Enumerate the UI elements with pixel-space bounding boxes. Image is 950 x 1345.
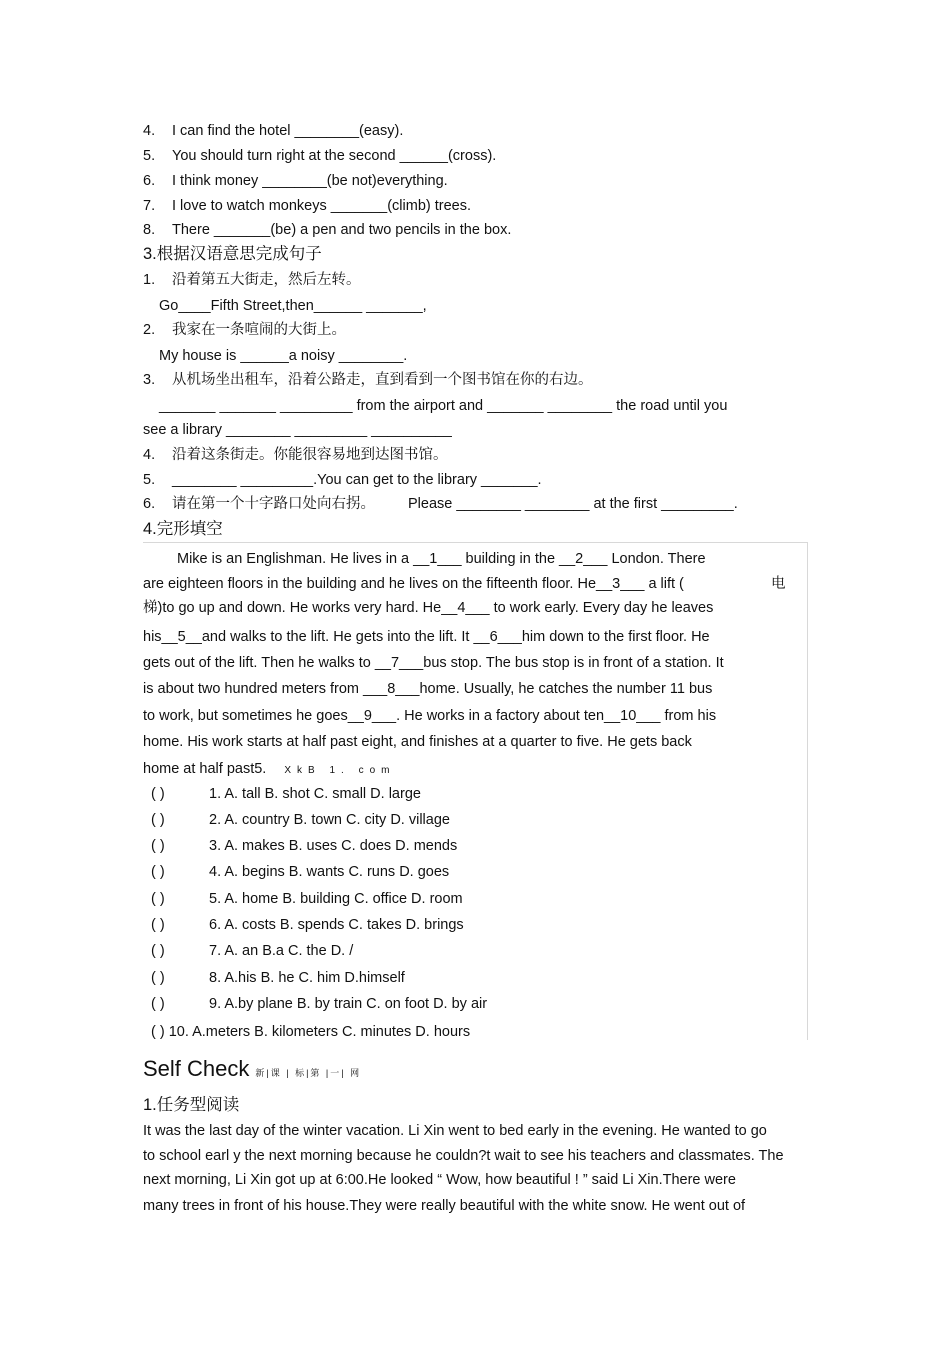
- cloze-line-tail: 电: [771, 576, 786, 592]
- option-row: ( ) 8. A.his B. he C. him D.himself: [151, 970, 405, 986]
- self-check-title: Self Check 新|课 | 标|第 |一| 网: [143, 1056, 362, 1081]
- option-row: ( ) 9. A.by plane B. by train C. on foot D. by air: [151, 996, 488, 1012]
- section-3-title: 3.根据汉语意思完成句子: [143, 245, 322, 263]
- exercise-item: 6. I think money ________(be not)everything.: [143, 173, 448, 189]
- cloze-line: home. His work starts at half past eight, and finishes at a quarter to five. He gets back: [143, 734, 692, 750]
- cloze-line: Mike is an Englishman. He lives in a __1___ building in the __2___ London. There: [177, 551, 706, 567]
- q2-chinese: 2. 我家在一条喧闹的大街上。: [143, 322, 346, 338]
- reading-line: next morning, Li Xin got up at 6:00.He looked “ Wow, how beautiful ! ” said Li Xin.There were: [143, 1172, 736, 1188]
- exercise-item: 7. I love to watch monkeys _______(climb) trees.: [143, 198, 471, 214]
- reading-line: to school earl y the next morning because he couldn?t wait to see his teachers and classmates. The: [143, 1148, 784, 1164]
- option-row: ( ) 7. A. an B.a C. the D. /: [151, 943, 354, 959]
- option-row: ( ) 4. A. begins B. wants C. runs D. goes: [151, 864, 450, 880]
- cloze-line: to work, but sometimes he goes__9___. He works in a factory about ten__10___ from his: [143, 708, 717, 724]
- q3-chinese: 3. 从机场坐出租车，沿着公路走，直到看到一个图书馆在你的右边。: [143, 372, 593, 388]
- cloze-line-last: home at half past5. XkB 1. com: [143, 761, 396, 777]
- q5-english: 5. ________ _________.You can get to the library _______.: [143, 472, 542, 488]
- reading-line: It was the last day of the winter vacation. Li Xin went to bed early in the evening. He wanted to go: [143, 1123, 767, 1139]
- watermark-text: 新|课 | 标|第 |一| 网: [255, 1068, 362, 1078]
- reading-subtitle: 1.任务型阅读: [143, 1096, 240, 1114]
- cloze-line: gets out of the lift. Then he walks to __7___bus stop. The bus stop is in front of a station. It: [143, 655, 724, 671]
- option-row: ( ) 3. A. makes B. uses C. does D. mends: [151, 838, 458, 854]
- cloze-line: are eighteen floors in the building and he lives on the fifteenth floor. He__3___ a lift (: [143, 576, 684, 592]
- cloze-line: 梯)to go up and down. He works very hard. He__4___ to work early. Every day he leaves: [143, 600, 714, 616]
- option-row-10: ( ) 10. A.meters B. kilometers C. minutes D. hours: [151, 1024, 471, 1040]
- reading-line: many trees in front of his house.They were really beautiful with the white snow. He went out of: [143, 1198, 746, 1214]
- q2-english: My house is ______a noisy ________.: [159, 348, 408, 364]
- option-row: ( ) 6. A. costs B. spends C. takes D. brings: [151, 917, 464, 933]
- cloze-line: his__5__and walks to the lift. He gets into the lift. It __6___him down to the first floor. He: [143, 629, 710, 645]
- cloze-line: is about two hundred meters from ___8___home. Usually, he catches the number 11 bus: [143, 681, 713, 697]
- q3-english-line1: _______ _______ _________ from the airport and _______ ________ the road until you: [159, 398, 728, 414]
- q1-english: Go____Fifth Street,then______ _______,: [159, 298, 427, 314]
- q3-english-line2: see a library ________ _________ __________: [143, 422, 452, 438]
- exercise-item: 8. There _______(be) a pen and two pencils in the box.: [143, 222, 512, 238]
- option-row: ( ) 1. A. tall B. shot C. small D. large: [151, 786, 421, 802]
- option-row: ( ) 2. A. country B. town C. city D. village: [151, 812, 450, 828]
- option-row: ( ) 5. A. home B. building C. office D. room: [151, 891, 463, 907]
- section-4-title: 4.完形填空: [143, 520, 223, 538]
- exercise-item: 4. I can find the hotel ________(easy).: [143, 123, 404, 139]
- exercise-item: 5. You should turn right at the second ______(cross).: [143, 148, 497, 164]
- watermark-text: XkB 1. com: [284, 765, 396, 776]
- q1-chinese: 1. 沿着第五大街走，然后左转。: [143, 272, 361, 288]
- q6-line: 6. 请在第一个十字路口处向右拐。 Please ________ ________ at the first _________.: [143, 496, 738, 512]
- q4-chinese: 4. 沿着这条街走。你能很容易地到达图书馆。: [143, 447, 448, 463]
